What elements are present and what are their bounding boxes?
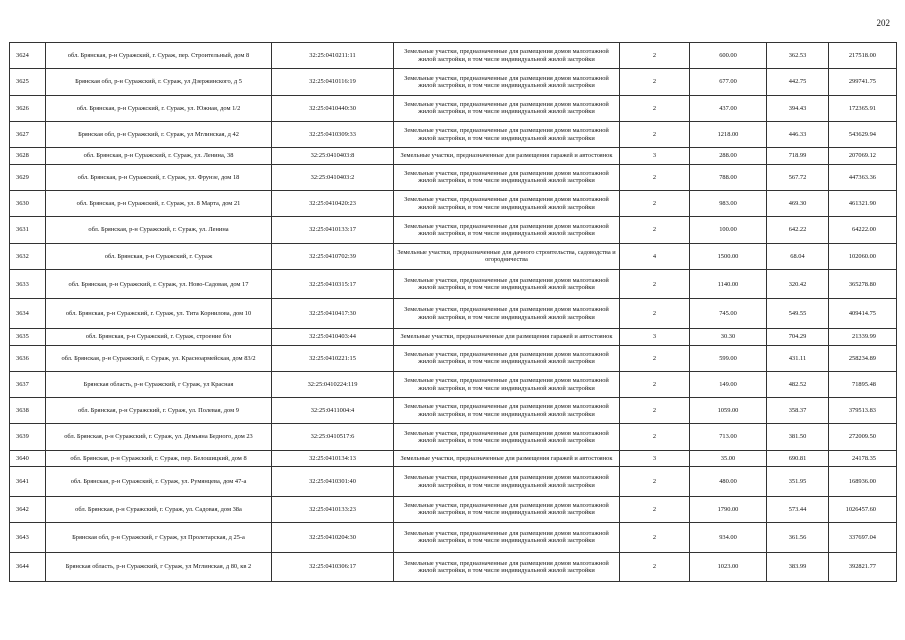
land-use-cell: Земельные участки, предназначенные для размещения домов малоэтажной жилой застройки, в том числе индивидуальной жилой застройки — [394, 552, 620, 582]
address-cell: обл. Брянская, р-н Суражский, г. Сураж, ул. 8 Марта, дом 21 — [46, 191, 272, 217]
group-cell: 2 — [620, 371, 690, 397]
specific-value-cell: 394.43 — [767, 95, 829, 121]
specific-value-cell: 469.30 — [767, 191, 829, 217]
cadastral-value-cell: 102060.00 — [829, 243, 897, 269]
cadastral-value-cell: 258234.89 — [829, 345, 897, 371]
address-cell: обл. Брянская, р-н Суражский, г. Сураж, ул. Демьяна Бедного, дом 23 — [46, 424, 272, 450]
group-cell: 2 — [620, 69, 690, 95]
address-cell: обл. Брянская, р-н Суражский, г. Сураж, ул. Полевая, дом 9 — [46, 398, 272, 424]
cadastral-value-cell: 21339.99 — [829, 328, 897, 345]
area-cell: 1140.00 — [690, 269, 767, 299]
cadastral-number-cell: 32:25:0410301:40 — [272, 467, 394, 497]
specific-value-cell: 718.99 — [767, 148, 829, 165]
group-cell: 2 — [620, 345, 690, 371]
area-cell: 1059.00 — [690, 398, 767, 424]
cadastral-number-cell: 32:25:0410702:39 — [272, 243, 394, 269]
land-use-cell: Земельные участки, предназначенные для дачного строительства, садоводства и огородничества — [394, 243, 620, 269]
address-cell: обл. Брянская, р-н Суражский, г. Сураж, ул. Садовая, дом 38а — [46, 496, 272, 522]
specific-value-cell: 320.42 — [767, 269, 829, 299]
row-number-cell: 3643 — [10, 523, 46, 553]
cadastral-value-cell: 543629.94 — [829, 121, 897, 147]
table-row — [10, 243, 897, 269]
table-row — [10, 191, 897, 217]
group-cell: 2 — [620, 191, 690, 217]
land-use-cell: Земельные участки, предназначенные для размещения домов малоэтажной жилой застройки, в том числе индивидуальной жилой застройки — [394, 398, 620, 424]
area-cell: 934.00 — [690, 523, 767, 553]
row-number-cell: 3641 — [10, 467, 46, 497]
land-use-cell: Земельные участки, предназначенные для размещения гаражей и автостоянок — [394, 328, 620, 345]
specific-value-cell: 642.22 — [767, 217, 829, 243]
area-cell: 599.00 — [690, 345, 767, 371]
specific-value-cell: 383.99 — [767, 552, 829, 582]
page-number: 202 — [876, 18, 890, 28]
row-number-cell: 3634 — [10, 299, 46, 329]
cadastral-number-cell: 32:25:0410440:30 — [272, 95, 394, 121]
cadastral-number-cell: 32:25:0410133:17 — [272, 217, 394, 243]
address-cell: обл. Брянская, р-н Суражский, г. Сураж, ул. Румянцева, дом 47-а — [46, 467, 272, 497]
table-row — [10, 523, 897, 553]
group-cell: 4 — [620, 243, 690, 269]
specific-value-cell: 573.44 — [767, 496, 829, 522]
cadastral-value-cell: 64222.00 — [829, 217, 897, 243]
table-row — [10, 95, 897, 121]
table-row — [10, 69, 897, 95]
address-cell: обл. Брянская, р-н Суражский, г. Сураж, пер. Белошицкий, дом 8 — [46, 450, 272, 467]
row-number-cell: 3632 — [10, 243, 46, 269]
row-number-cell: 3628 — [10, 148, 46, 165]
table-row — [10, 328, 897, 345]
address-cell: Брянская обл, р-н Суражский, г Сураж, ул Пролетарская, д 25-а — [46, 523, 272, 553]
land-use-cell: Земельные участки, предназначенные для размещения домов малоэтажной жилой застройки, в том числе индивидуальной жилой застройки — [394, 345, 620, 371]
table-row — [10, 269, 897, 299]
cadastral-value-cell: 409414.75 — [829, 299, 897, 329]
table-row — [10, 148, 897, 165]
table-row — [10, 552, 897, 582]
group-cell: 2 — [620, 95, 690, 121]
area-cell: 288.00 — [690, 148, 767, 165]
row-number-cell: 3638 — [10, 398, 46, 424]
cadastral-value-cell: 365278.80 — [829, 269, 897, 299]
row-number-cell: 3629 — [10, 164, 46, 190]
cadastral-value-cell: 172365.91 — [829, 95, 897, 121]
table-row — [10, 398, 897, 424]
group-cell: 3 — [620, 148, 690, 165]
group-cell: 2 — [620, 269, 690, 299]
area-cell: 677.00 — [690, 69, 767, 95]
group-cell: 2 — [620, 217, 690, 243]
table-row — [10, 299, 897, 329]
area-cell: 600.00 — [690, 43, 767, 69]
cadastral-number-cell: 32:25:0410417:30 — [272, 299, 394, 329]
row-number-cell: 3637 — [10, 371, 46, 397]
land-use-cell: Земельные участки, предназначенные для размещения домов малоэтажной жилой застройки, в том числе индивидуальной жилой застройки — [394, 299, 620, 329]
specific-value-cell: 358.37 — [767, 398, 829, 424]
row-number-cell: 3627 — [10, 121, 46, 147]
row-number-cell: 3636 — [10, 345, 46, 371]
table-row — [10, 424, 897, 450]
cadastral-value-cell: 217518.00 — [829, 43, 897, 69]
land-use-cell: Земельные участки, предназначенные для размещения домов малоэтажной жилой застройки, в том числе индивидуальной жилой застройки — [394, 467, 620, 497]
area-cell: 1218.00 — [690, 121, 767, 147]
cadastral-number-cell: 32:25:0411004:4 — [272, 398, 394, 424]
area-cell: 437.00 — [690, 95, 767, 121]
table-row — [10, 496, 897, 522]
cadastral-number-cell: 32:25:0410224:119 — [272, 371, 394, 397]
cadastral-number-cell: 32:25:0410306:17 — [272, 552, 394, 582]
cadastral-value-cell: 1026457.60 — [829, 496, 897, 522]
area-cell: 35.00 — [690, 450, 767, 467]
land-use-cell: Земельные участки, предназначенные для размещения домов малоэтажной жилой застройки, в том числе индивидуальной жилой застройки — [394, 217, 620, 243]
row-number-cell: 3639 — [10, 424, 46, 450]
group-cell: 2 — [620, 43, 690, 69]
land-use-cell: Земельные участки, предназначенные для размещения домов малоэтажной жилой застройки, в том числе индивидуальной жилой застройки — [394, 191, 620, 217]
cadastral-number-cell: 32:25:0410116:19 — [272, 69, 394, 95]
cadastral-number-cell: 32:25:0410133:23 — [272, 496, 394, 522]
specific-value-cell: 351.95 — [767, 467, 829, 497]
address-cell: обл. Брянская, р-н Суражский, г. Сураж, ул. Фрунзе, дом 18 — [46, 164, 272, 190]
specific-value-cell: 482.52 — [767, 371, 829, 397]
address-cell: обл. Брянская, р-н Суражский, г. Сураж, ул. Ново-Садовая, дом 17 — [46, 269, 272, 299]
group-cell: 2 — [620, 467, 690, 497]
area-cell: 1790.00 — [690, 496, 767, 522]
table-row — [10, 217, 897, 243]
row-number-cell: 3631 — [10, 217, 46, 243]
cadastral-value-cell: 272009.50 — [829, 424, 897, 450]
specific-value-cell: 361.56 — [767, 523, 829, 553]
address-cell: обл. Брянская, р-н Суражский, г. Сураж, ул. Тита Корнилова, дом 10 — [46, 299, 272, 329]
cadastral-value-cell: 207069.12 — [829, 148, 897, 165]
land-use-cell: Земельные участки, предназначенные для размещения домов малоэтажной жилой застройки, в том числе индивидуальной жилой застройки — [394, 269, 620, 299]
address-cell: обл. Брянская, р-н Суражский, г. Сураж, ул. Ленина — [46, 217, 272, 243]
cadastral-value-cell: 168936.00 — [829, 467, 897, 497]
cadastral-value-cell: 71895.48 — [829, 371, 897, 397]
row-number-cell: 3626 — [10, 95, 46, 121]
land-use-cell: Земельные участки, предназначенные для размещения домов малоэтажной жилой застройки, в том числе индивидуальной жилой застройки — [394, 69, 620, 95]
group-cell: 2 — [620, 164, 690, 190]
land-use-cell: Земельные участки, предназначенные для размещения домов малоэтажной жилой застройки, в том числе индивидуальной жилой застройки — [394, 121, 620, 147]
group-cell: 2 — [620, 398, 690, 424]
address-cell: Брянская обл, р-н Суражский, г. Сураж, ул Мглинская, д 42 — [46, 121, 272, 147]
table-row — [10, 345, 897, 371]
cadastral-number-cell: 32:25:0410211:11 — [272, 43, 394, 69]
area-cell: 1500.00 — [690, 243, 767, 269]
row-number-cell: 3624 — [10, 43, 46, 69]
table-body — [10, 43, 897, 582]
area-cell: 788.00 — [690, 164, 767, 190]
cadastral-number-cell: 32:25:0410134:13 — [272, 450, 394, 467]
group-cell: 3 — [620, 450, 690, 467]
cadastral-number-cell: 32:25:0410403:44 — [272, 328, 394, 345]
group-cell: 2 — [620, 552, 690, 582]
row-number-cell: 3642 — [10, 496, 46, 522]
table-row — [10, 450, 897, 467]
specific-value-cell: 567.72 — [767, 164, 829, 190]
area-cell: 480.00 — [690, 467, 767, 497]
cadastral-value-cell: 337697.04 — [829, 523, 897, 553]
land-use-cell: Земельные участки, предназначенные для размещения домов малоэтажной жилой застройки, в том числе индивидуальной жилой застройки — [394, 371, 620, 397]
address-cell: обл. Брянская, р-н Суражский, г. Сураж, ул. Южная, дом 1/2 — [46, 95, 272, 121]
group-cell: 2 — [620, 496, 690, 522]
specific-value-cell: 381.50 — [767, 424, 829, 450]
table-row — [10, 43, 897, 69]
table-row — [10, 121, 897, 147]
group-cell: 3 — [620, 328, 690, 345]
row-number-cell: 3644 — [10, 552, 46, 582]
area-cell: 745.00 — [690, 299, 767, 329]
address-cell: обл. Брянская, р-н Суражский, г. Сураж, пер. Строительный, дом 8 — [46, 43, 272, 69]
cadastral-value-cell: 447363.36 — [829, 164, 897, 190]
address-cell: обл. Брянская, р-н Суражский, г. Сураж, ул. Красноармейская, дом 83/2 — [46, 345, 272, 371]
cadastral-number-cell: 32:25:0410517:6 — [272, 424, 394, 450]
address-cell: Брянская обл, р-н Суражский, г. Сураж, ул Дзержинского, д 5 — [46, 69, 272, 95]
cadastral-number-cell: 32:25:0410221:15 — [272, 345, 394, 371]
specific-value-cell: 362.53 — [767, 43, 829, 69]
land-use-cell: Земельные участки, предназначенные для размещения гаражей и автостоянок — [394, 450, 620, 467]
area-cell: 100.00 — [690, 217, 767, 243]
land-use-cell: Земельные участки, предназначенные для размещения домов малоэтажной жилой застройки, в том числе индивидуальной жилой застройки — [394, 424, 620, 450]
land-use-cell: Земельные участки, предназначенные для размещения домов малоэтажной жилой застройки, в том числе индивидуальной жилой застройки — [394, 496, 620, 522]
row-number-cell: 3630 — [10, 191, 46, 217]
area-cell: 1023.00 — [690, 552, 767, 582]
cadastral-number-cell: 32:25:0410204:30 — [272, 523, 394, 553]
land-use-cell: Земельные участки, предназначенные для размещения гаражей и автостоянок — [394, 148, 620, 165]
cadastral-value-cell: 24178.35 — [829, 450, 897, 467]
cadastral-number-cell: 32:25:0410309:33 — [272, 121, 394, 147]
area-cell: 713.00 — [690, 424, 767, 450]
cadastral-value-cell: 392821.77 — [829, 552, 897, 582]
group-cell: 2 — [620, 523, 690, 553]
group-cell: 2 — [620, 424, 690, 450]
table-row — [10, 371, 897, 397]
group-cell: 2 — [620, 121, 690, 147]
address-cell: Брянская область, р-н Суражский, г Сураж, ул Мглинская, д 80, кв 2 — [46, 552, 272, 582]
specific-value-cell: 690.81 — [767, 450, 829, 467]
specific-value-cell: 68.04 — [767, 243, 829, 269]
address-cell: обл. Брянская, р-н Суражский, г. Сураж, ул. Ленина, 38 — [46, 148, 272, 165]
cadastral-number-cell: 32:25:0410420:23 — [272, 191, 394, 217]
specific-value-cell: 431.11 — [767, 345, 829, 371]
cadastral-value-cell: 461321.90 — [829, 191, 897, 217]
area-cell: 30.30 — [690, 328, 767, 345]
address-cell: Брянская область, р-н Суражский, г Сураж, ул Красная — [46, 371, 272, 397]
cadastral-number-cell: 32:25:0410403:8 — [272, 148, 394, 165]
land-use-cell: Земельные участки, предназначенные для размещения домов малоэтажной жилой застройки, в том числе индивидуальной жилой застройки — [394, 164, 620, 190]
cadastral-value-cell: 299741.75 — [829, 69, 897, 95]
row-number-cell: 3625 — [10, 69, 46, 95]
row-number-cell: 3633 — [10, 269, 46, 299]
address-cell: обл. Брянская, р-н Суражский, г. Сураж — [46, 243, 272, 269]
cadastral-value-cell: 379513.83 — [829, 398, 897, 424]
land-use-cell: Земельные участки, предназначенные для размещения домов малоэтажной жилой застройки, в том числе индивидуальной жилой застройки — [394, 43, 620, 69]
cadastral-value-table — [9, 42, 897, 582]
table-row — [10, 164, 897, 190]
cadastral-number-cell: 32:25:0410315:17 — [272, 269, 394, 299]
specific-value-cell: 446.33 — [767, 121, 829, 147]
land-use-cell: Земельные участки, предназначенные для размещения домов малоэтажной жилой застройки, в том числе индивидуальной жилой застройки — [394, 95, 620, 121]
specific-value-cell: 442.75 — [767, 69, 829, 95]
address-cell: обл. Брянская, р-н Суражский, г. Сураж, строение б/н — [46, 328, 272, 345]
area-cell: 149.00 — [690, 371, 767, 397]
cadastral-number-cell: 32:25:0410403:2 — [272, 164, 394, 190]
specific-value-cell: 704.29 — [767, 328, 829, 345]
table-row — [10, 467, 897, 497]
row-number-cell: 3635 — [10, 328, 46, 345]
specific-value-cell: 549.55 — [767, 299, 829, 329]
group-cell: 2 — [620, 299, 690, 329]
row-number-cell: 3640 — [10, 450, 46, 467]
area-cell: 983.00 — [690, 191, 767, 217]
land-use-cell: Земельные участки, предназначенные для размещения домов малоэтажной жилой застройки, в том числе индивидуальной жилой застройки — [394, 523, 620, 553]
